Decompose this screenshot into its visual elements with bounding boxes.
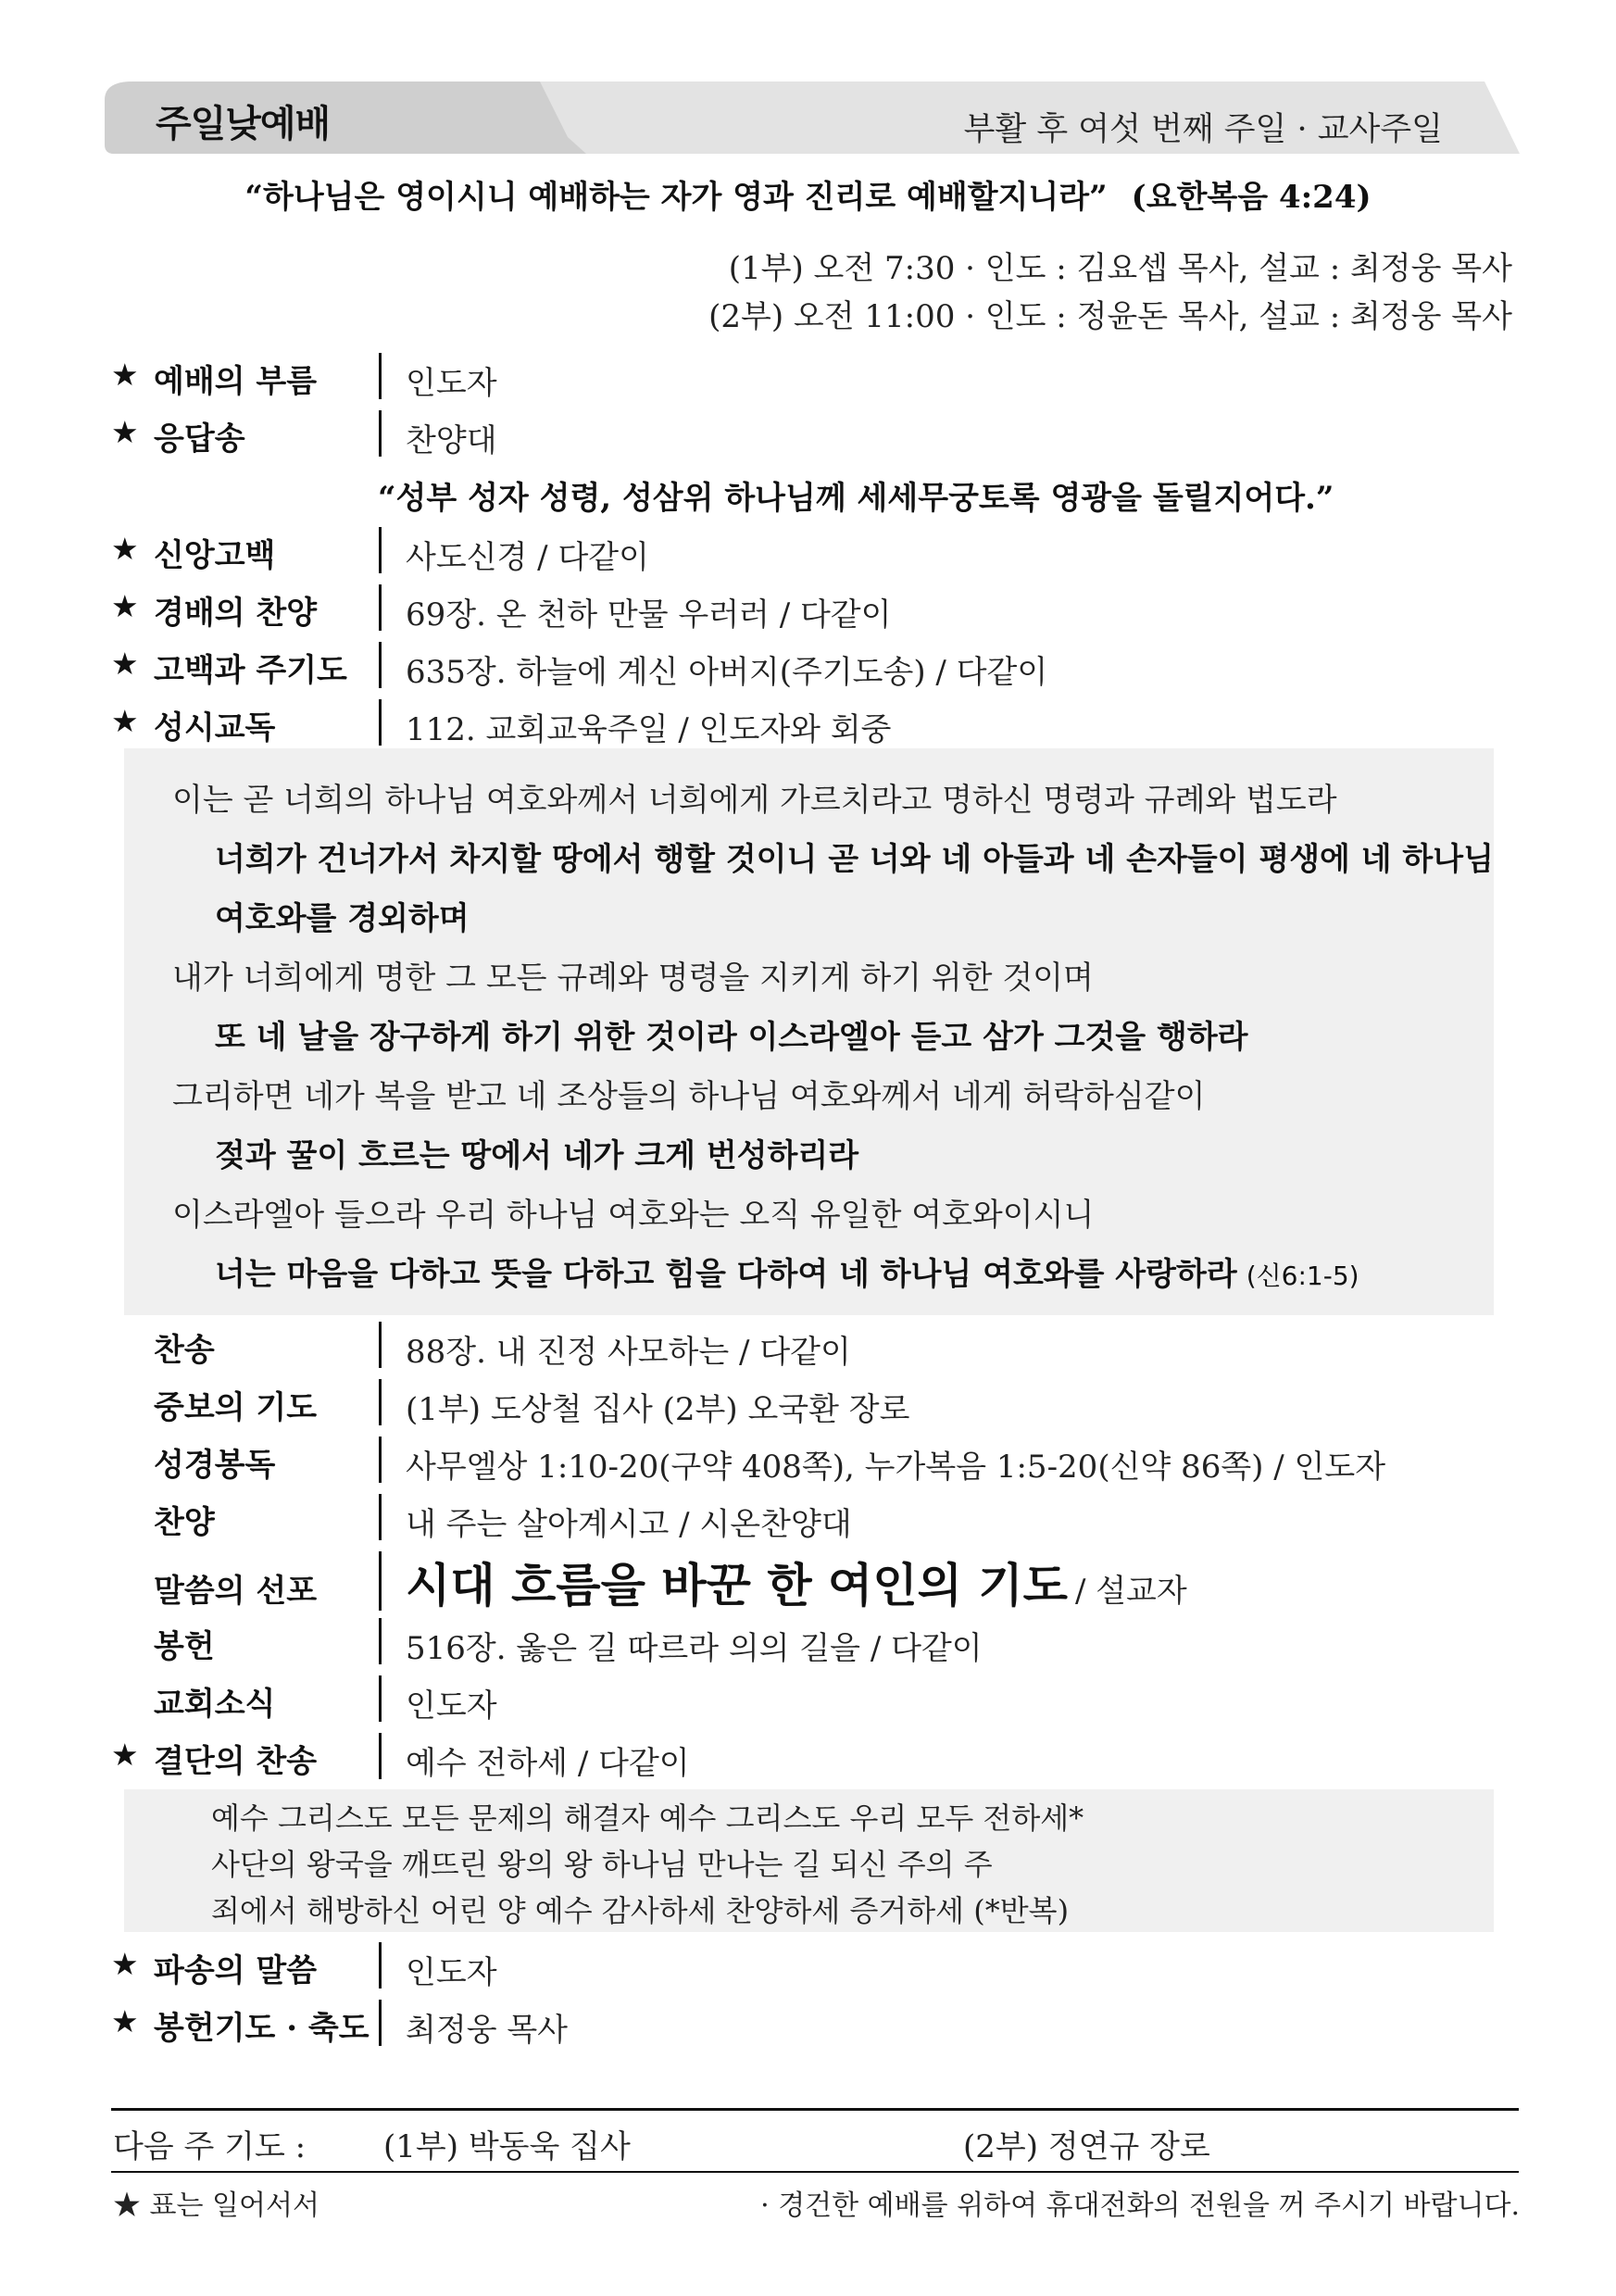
order-content: 인도자	[406, 365, 497, 402]
next-week-prayer-second: (2부) 정연규 장로	[963, 2128, 1210, 2165]
sermon-content	[406, 1549, 1187, 1615]
footer-bottom-rule	[111, 2171, 1519, 2173]
order-content: 사도신경 / 다같이	[406, 539, 649, 576]
reading-line: 너희가 건너가서 차지할 땅에서 행할 것이니 곧 너와 네 아들과 네 손자들이 평생에 네 하나님	[215, 841, 1494, 878]
stand-star-icon: ★	[111, 588, 139, 624]
hymn-lyric-line: 사단의 왕국을 깨뜨린 왕의 왕 하나님 만나는 길 되신 주의 주	[211, 1847, 993, 1882]
reading-line-text: 너는 마음을 다하고 뜻을 다하고 힘을 다하여 네 하나님 여호와를 사랑하라	[215, 1256, 1237, 1293]
divider	[379, 1494, 382, 1540]
reading-line: 이스라엘아 들으라 우리 하나님 여호와는 오직 유일한 여호와이시니	[172, 1197, 1095, 1234]
order-content: 516장. 옳은 길 따르라 의의 길을 / 다같이	[406, 1630, 983, 1667]
order-row-confession	[111, 639, 1510, 689]
divider	[379, 1733, 382, 1779]
service-label: 주일낮예배	[156, 103, 331, 145]
divider	[379, 1551, 382, 1611]
divider	[379, 410, 382, 457]
sermon-title: 시대 흐름을 바꾼 한 여인의 기도	[406, 1558, 1068, 1612]
reading-line: 여호와를 경외하며	[215, 900, 470, 937]
divider	[379, 353, 382, 399]
order-content: 찬양대	[406, 422, 497, 459]
order-label: 경배의 찬양	[154, 595, 318, 632]
order-content: 최정웅 목사	[406, 2012, 569, 2049]
reading-reference: (신6:1-5)	[1246, 1261, 1359, 1291]
reading-line: 이는 곧 너희의 하나님 여호와께서 너희에게 가르치라고 명하신 명령과 규례와 법도라	[172, 782, 1337, 819]
order-row-response	[111, 408, 1510, 458]
order-content: 112. 교회교육주일 / 인도자와 회중	[406, 711, 892, 748]
divider	[379, 1379, 382, 1425]
service-time-first: (1부) 오전 7:30 · 인도 : 김요셉 목사, 설교 : 최정웅 목사	[728, 250, 1512, 287]
order-row-anthem	[111, 1491, 1510, 1541]
order-content: 88장. 내 진정 사모하는 / 다같이	[406, 1334, 851, 1371]
order-row-benediction	[111, 1997, 1510, 2047]
stand-star-icon: ★	[111, 357, 139, 393]
stand-star-icon: ★	[111, 531, 139, 567]
phone-off-note: · 경건한 예배를 위하여 휴대전화의 전원을 꺼 주시기 바랍니다.	[760, 2189, 1520, 2222]
stand-star-icon: ★	[111, 646, 139, 682]
divider	[379, 1437, 382, 1483]
reading-line: 내가 너희에게 명한 그 모든 규례와 명령을 지키게 하기 위한 것이며	[172, 960, 1094, 997]
order-row-sending-word	[111, 1939, 1510, 1989]
stand-star-icon: ★	[111, 1737, 139, 1773]
order-label: 봉헌	[154, 1628, 215, 1665]
order-label: 신앙고백	[154, 537, 276, 574]
order-row-call-to-worship	[111, 350, 1510, 400]
reading-line-last	[215, 1248, 1359, 1294]
order-row-praise	[111, 582, 1510, 632]
divider	[379, 1618, 382, 1664]
order-label: 파송의 말씀	[154, 1952, 318, 1989]
order-content: 인도자	[406, 1687, 497, 1725]
order-content: 내 주는 살아계시고 / 시온찬양대	[406, 1506, 852, 1543]
order-row-scripture	[111, 1434, 1510, 1484]
stand-star-icon: ★	[111, 703, 139, 739]
divider	[379, 642, 382, 688]
order-content: 635장. 하늘에 계신 아버지(주기도송) / 다같이	[406, 654, 1048, 691]
theme-verse	[0, 171, 1616, 217]
order-label: 응답송	[154, 420, 245, 458]
order-label: 결단의 찬송	[154, 1743, 318, 1780]
order-label: 말씀의 선포	[154, 1573, 318, 1610]
divider	[379, 2000, 382, 2046]
order-row-commitment-hymn	[111, 1730, 1510, 1780]
standing-note: ★ 표는 일어서서	[113, 2189, 319, 2222]
order-label: 봉헌기도 · 축도	[154, 2010, 370, 2047]
order-content: 사무엘상 1:10-20(구약 408쪽), 누가복음 1:5-20(신약 86쪽) / 인도자	[406, 1449, 1386, 1486]
doxology-text: “성부 성자 성령, 성삼위 하나님께 세세무궁토록 영광을 돌릴지어다.”	[378, 480, 1334, 517]
order-row-offering	[111, 1615, 1510, 1665]
order-row-sermon	[111, 1549, 1510, 1613]
theme-verse-reference: (요한복음 4:24)	[1131, 179, 1372, 216]
divider	[379, 584, 382, 631]
divider	[379, 527, 382, 573]
reading-line: 또 네 날을 장구하게 하기 위한 것이라 이스라엘아 듣고 삼가 그것을 행하라	[215, 1019, 1248, 1056]
order-label: 성경봉독	[154, 1447, 276, 1484]
order-label: 찬송	[154, 1332, 215, 1369]
next-week-prayer-label: 다음 주 기도 :	[113, 2128, 307, 2165]
order-label: 고백과 주기도	[154, 652, 347, 689]
order-row-creed	[111, 524, 1510, 574]
order-content: 인도자	[406, 1954, 497, 1991]
stand-star-icon: ★	[111, 1946, 139, 1982]
stand-star-icon: ★	[111, 414, 139, 450]
hymn-lyric-line: 죄에서 해방하신 어린 양 예수 감사하세 찬양하세 증거하세 (*반복)	[211, 1893, 1070, 1928]
sermon-by: / 설교자	[1074, 1573, 1187, 1610]
footer-top-rule	[111, 2108, 1519, 2111]
order-content: (1부) 도상철 집사 (2부) 오국환 장로	[406, 1391, 910, 1428]
divider	[379, 699, 382, 746]
order-row-intercession	[111, 1376, 1510, 1426]
order-content: 69장. 온 천하 만물 우러러 / 다같이	[406, 596, 892, 634]
order-label: 중보의 기도	[154, 1389, 318, 1426]
order-content: 예수 전하세 / 다같이	[406, 1745, 690, 1782]
order-row-responsive-reading	[111, 696, 1510, 747]
order-label: 성시교독	[154, 709, 276, 747]
hymn-lyric-line: 예수 그리스도 모든 문제의 해결자 예수 그리스도 우리 모두 전하세*	[211, 1800, 1084, 1836]
order-row-hymn	[111, 1319, 1510, 1369]
reading-line: 그리하면 네가 복을 받고 네 조상들의 하나님 여호와께서 네게 허락하심같이	[172, 1078, 1206, 1115]
divider	[379, 1675, 382, 1722]
service-subtitle: 부활 후 여섯 번째 주일 · 교사주일	[963, 111, 1443, 148]
order-label: 찬양	[154, 1504, 215, 1541]
service-time-second: (2부) 오전 11:00 · 인도 : 정윤돈 목사, 설교 : 최정웅 목사	[708, 298, 1512, 335]
divider	[379, 1942, 382, 1989]
order-row-announcements	[111, 1673, 1510, 1723]
order-label: 교회소식	[154, 1686, 276, 1723]
theme-verse-text: “하나님은 영이시니 예배하는 자가 영과 진리로 예배할지니라”	[244, 179, 1108, 216]
order-label: 예배의 부름	[154, 363, 318, 400]
reading-line: 젖과 꿀이 흐르는 땅에서 네가 크게 번성하리라	[215, 1137, 859, 1174]
divider	[379, 1322, 382, 1368]
next-week-prayer-first: (1부) 박동욱 집사	[383, 2128, 631, 2165]
stand-star-icon: ★	[111, 2003, 139, 2039]
